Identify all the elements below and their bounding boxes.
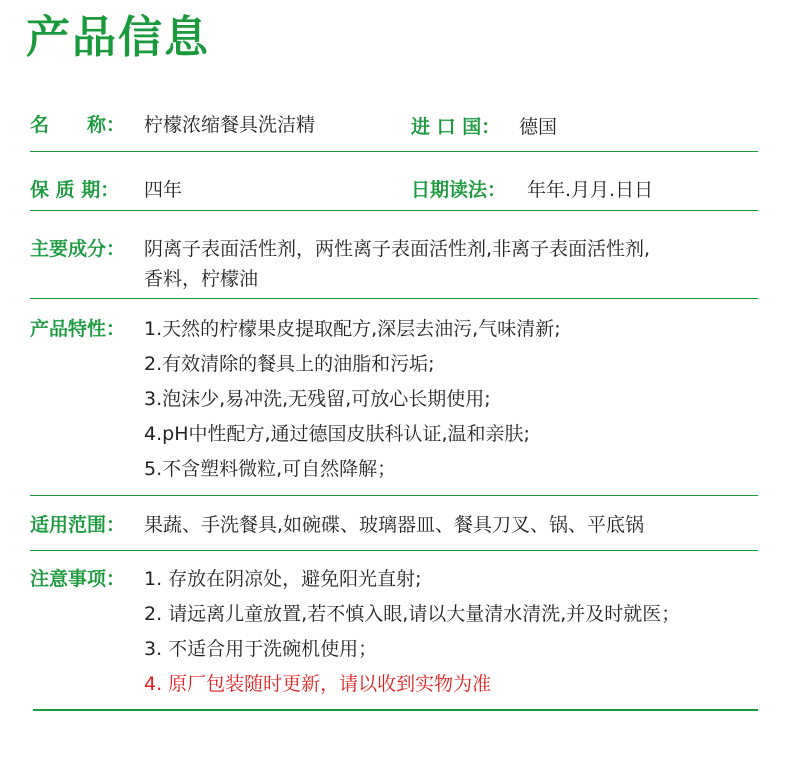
- shelf-life-label: 保 质 期：: [30, 179, 120, 201]
- bottom-divider: [33, 709, 758, 711]
- feature-item: 2.有效清除的餐具上的油脂和污垢;: [144, 353, 435, 375]
- feature-item: 4.pH中性配方,通过德国皮肤科认证,温和亲肤;: [144, 423, 530, 445]
- usage-value: 果蔬、手洗餐具,如碗碟、玻璃器皿、餐具刀叉、锅、平底锅: [144, 514, 645, 536]
- notes-label: 注意事项：: [30, 568, 126, 590]
- usage-label: 适用范围：: [30, 514, 126, 536]
- feature-item: 5.不含塑料微粒,可自然降解；: [144, 458, 397, 480]
- ingredients-label: 主要成分：: [30, 238, 126, 260]
- divider: [30, 495, 758, 496]
- ingredients-line: 阴离子表面活性剂，两性离子表面活性剂,非离子表面活性剂,: [144, 238, 651, 260]
- note-item: 2. 请远离儿童放置,若不慎入眼,请以大量清水清洗,并及时就医；: [144, 603, 681, 625]
- note-item: 1. 存放在阴凉处，避免阳光直射;: [144, 568, 422, 590]
- origin-label: 进 口 国：: [411, 116, 501, 138]
- name-label: 名 称：: [30, 114, 126, 136]
- date-format-label: 日期读法：: [411, 179, 507, 201]
- divider: [30, 550, 758, 551]
- note-item-warning: 4. 原厂包装随时更新，请以收到实物为准: [144, 673, 492, 695]
- name-value: 柠檬浓缩餐具洗洁精: [144, 114, 316, 136]
- features-label: 产品特性：: [30, 318, 126, 340]
- feature-item: 1.天然的柠檬果皮提取配方,深层去油污,气味清新;: [144, 318, 561, 340]
- page-title: 产品信息: [26, 12, 210, 63]
- ingredients-line: 香料，柠檬油: [144, 268, 259, 290]
- divider: [30, 298, 758, 299]
- feature-item: 3.泡沫少,易冲洗,无残留,可放心长期使用;: [144, 388, 491, 410]
- origin-value: 德国: [519, 116, 558, 138]
- shelf-life-value: 四年: [144, 179, 183, 201]
- divider: [30, 151, 758, 152]
- date-format-value: 年年.月月.日日: [527, 179, 654, 201]
- note-item: 3. 不适合用于洗碗机使用；: [144, 638, 378, 660]
- divider: [30, 210, 758, 211]
